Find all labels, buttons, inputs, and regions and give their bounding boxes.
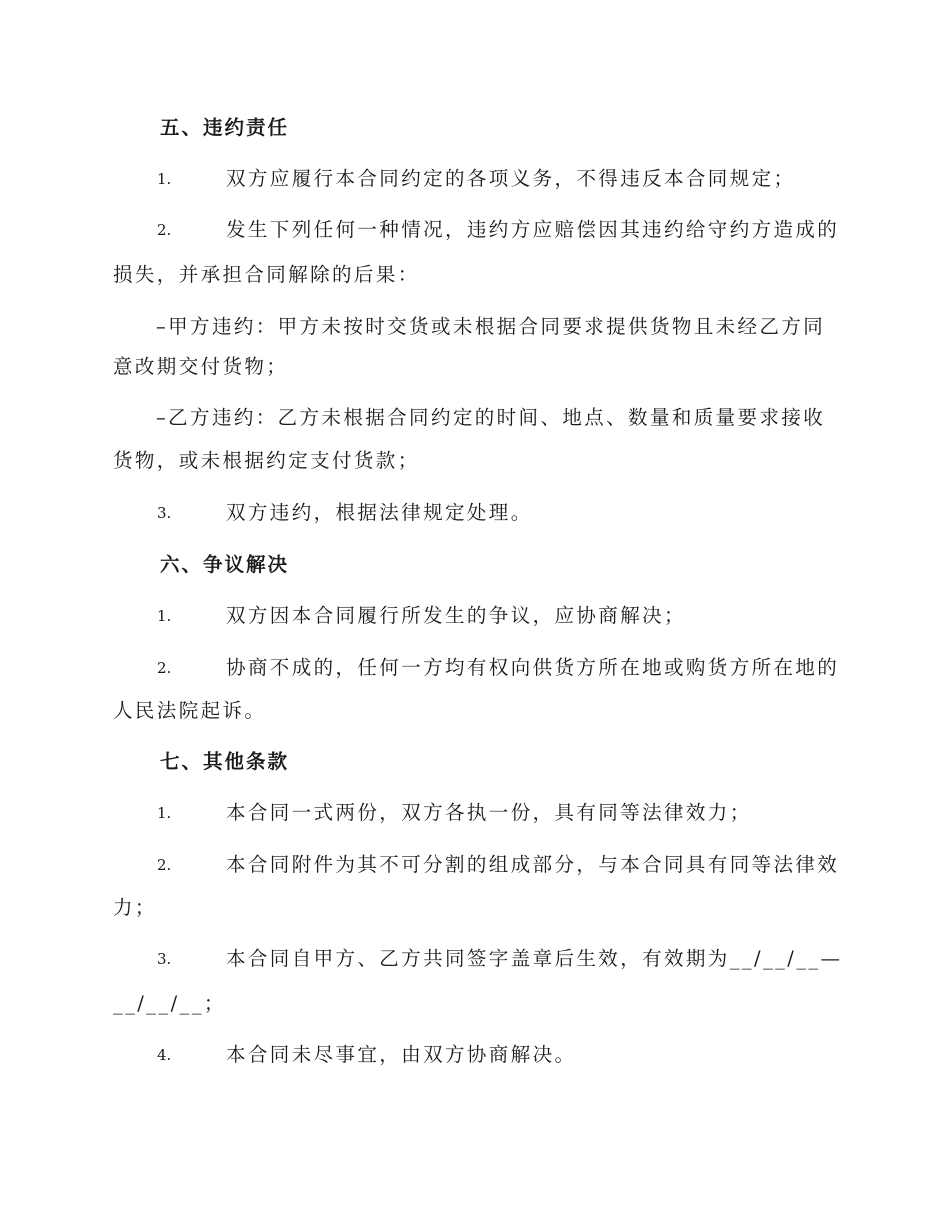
clause-number: 2. bbox=[157, 659, 172, 677]
clause-text: 双方应履行本合同约定的各项义务，不得违反本合同规定； bbox=[226, 167, 796, 190]
clause-number: 4. bbox=[157, 1046, 172, 1064]
clause-number: 1. bbox=[157, 804, 172, 822]
clause-7-2-cont: 力； bbox=[113, 896, 157, 919]
clause-number: 2. bbox=[157, 856, 172, 874]
clause-number: 1. bbox=[157, 607, 172, 625]
clause-6-2-cont: 人民法院起诉。 bbox=[113, 699, 267, 722]
clause-number: 3. bbox=[157, 950, 172, 968]
clause-text: 本合同未尽事宜，由双方协商解决。 bbox=[226, 1043, 577, 1066]
clause-number: 3. bbox=[157, 504, 172, 522]
clause-text: 双方因本合同履行所发生的争议，应协商解决； bbox=[226, 604, 686, 627]
sub-clause-party-a: –甲方违约：甲方未按时交货或未根据合同要求提供货物且未经乙方同 bbox=[156, 315, 826, 338]
sub-clause-party-a-cont: 意改期交付货物； bbox=[113, 355, 289, 378]
section-heading-breach: 五、违约责任 bbox=[160, 116, 290, 139]
clause-text: 双方违约，根据法律规定处理。 bbox=[226, 501, 533, 524]
sub-clause-party-b: –乙方违约：乙方未根据合同约定的时间、地点、数量和质量要求接收 bbox=[156, 406, 826, 429]
clause-text: 本合同自甲方、乙方共同签字盖章后生效，有效期为__/__/__— bbox=[226, 947, 843, 970]
clause-text: 本合同一式两份，双方各执一份，具有同等法律效力； bbox=[226, 801, 752, 824]
clause-text: 协商不成的，任何一方均有权向供货方所在地或购货方所在地的 bbox=[226, 656, 840, 679]
clause-number: 1. bbox=[157, 170, 172, 188]
section-heading-other: 七、其他条款 bbox=[160, 750, 290, 773]
clause-number: 2. bbox=[157, 221, 172, 239]
clause-text: 本合同附件为其不可分割的组成部分，与本合同具有同等法律效 bbox=[226, 853, 840, 876]
sub-clause-party-b-cont: 货物，或未根据约定支付货款； bbox=[113, 449, 420, 472]
section-heading-dispute: 六、争议解决 bbox=[160, 553, 290, 576]
clause-text: 发生下列任何一种情况，违约方应赔偿因其违约给守约方造成的 bbox=[226, 218, 840, 241]
clause-5-2-cont: 损失，并承担合同解除的后果： bbox=[113, 263, 420, 286]
clause-7-3-cont: __/__/__； bbox=[113, 992, 226, 1015]
